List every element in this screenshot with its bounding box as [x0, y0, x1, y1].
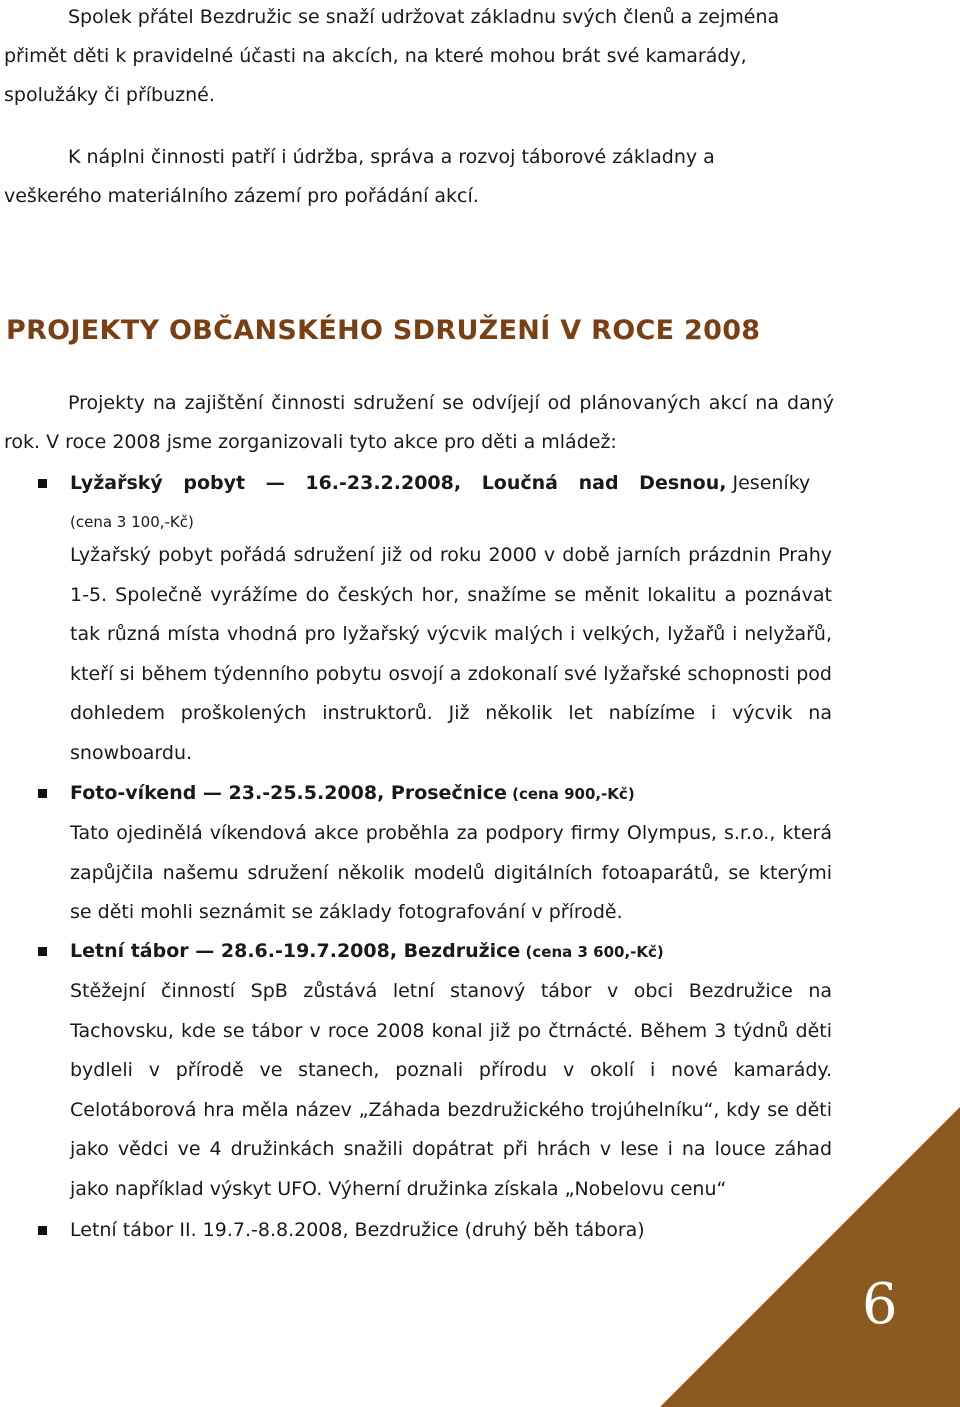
bullet-marker — [38, 789, 47, 798]
item-title: Letní tábor II. 19.7.-8.8.2008, Bezdružice (druhý běh tábora) — [70, 1219, 645, 1241]
bullet-marker — [38, 479, 47, 488]
intro-paragraph-1: Spolek přátel Bezdružic se snaží udržovat základnu svých členů a zejména přimět děti k pravidelné účasti na akcích, na které mohou brát své kamarády, spolužáky či příbuzné. — [4, 6, 780, 106]
page-number: 6 — [862, 1272, 898, 1337]
item-title-line — [70, 463, 810, 503]
item-price: (cena 900,-Kč) — [506, 785, 635, 803]
item-title-line — [70, 931, 664, 972]
bullet-marker — [38, 1226, 47, 1235]
section-heading: PROJEKTY OBČANSKÉHO SDRUŽENÍ V ROCE 2008 — [6, 315, 761, 346]
page-corner-decoration — [660, 1107, 960, 1407]
lead-paragraph: Projekty na zajištění činnosti sdružení se odvíjejí od plánovaných akcí na daný rok. V roce 2008 jsme zorganizovali tyto akce pro děti a mládež: — [4, 392, 834, 453]
item-title-line — [70, 773, 635, 814]
item-place: Jeseníky — [726, 472, 811, 494]
item-title: Lyžařský pobyt — 16.-23.2.2008, Loučná nad Desnou, — [70, 472, 727, 494]
item-description: Tato ojedinělá víkendová akce proběhla za podpory firmy Olympus, s.r.o., která zapůjčila našemu sdružení několik modelů digitálních fotoaparátů, se kterými se děti mohli seznámit se základy fotografování v přírodě. — [70, 822, 832, 924]
intro-paragraph-2: K náplni činnosti patří i údržba, správa a rozvoj táborové základny a veškerého materiálního zázemí pro pořádání akcí. — [4, 146, 715, 207]
bullet-marker — [38, 947, 47, 956]
item-title: Letní tábor — 28.6.-19.7.2008, Bezdružice — [70, 940, 521, 962]
item-description: Lyžařský pobyt pořádá sdružení již od roku 2000 v době jarních prázdnin Prahy 1-5. Společně vyrážíme do českých hor, snažíme se měnit lokalitu a poznávat tak různá místa vhodná pro lyžařský výcvik malých i velkých, lyžařů i nelyžařů, kteří si během týdenního pobytu osvojí a zdokonalí své lyžařské schopnosti pod dohledem proškolených instruktorů. Již několik let nabízíme i výcvik na snowboardu. — [70, 544, 832, 764]
item-title: Foto-víkend — 23.-25.5.2008, Prosečnice — [70, 782, 507, 804]
item-price: (cena 3 600,-Kč) — [520, 943, 664, 961]
item-description: Stěžejní činností SpB zůstává letní stanový tábor v obci Bezdružice na Tachovsku, kde se tábor v roce 2008 konal již po čtrnácté. Během 3 týdnů děti bydleli v přírodě ve stanech, poznali přírodu v okolí i nové kamarády. Celotáborová hra měla název „Záhada bezdružického trojúhelníku“, kdy se děti jako vědci ve 4 družinkách snažili dopátrat při hrách v lese i na louce záhad jako například výskyt UFO. Výherní družinka získala „Nobelovu cenu“ — [70, 980, 832, 1200]
item-price: (cena 3 100,-Kč) — [70, 513, 194, 531]
